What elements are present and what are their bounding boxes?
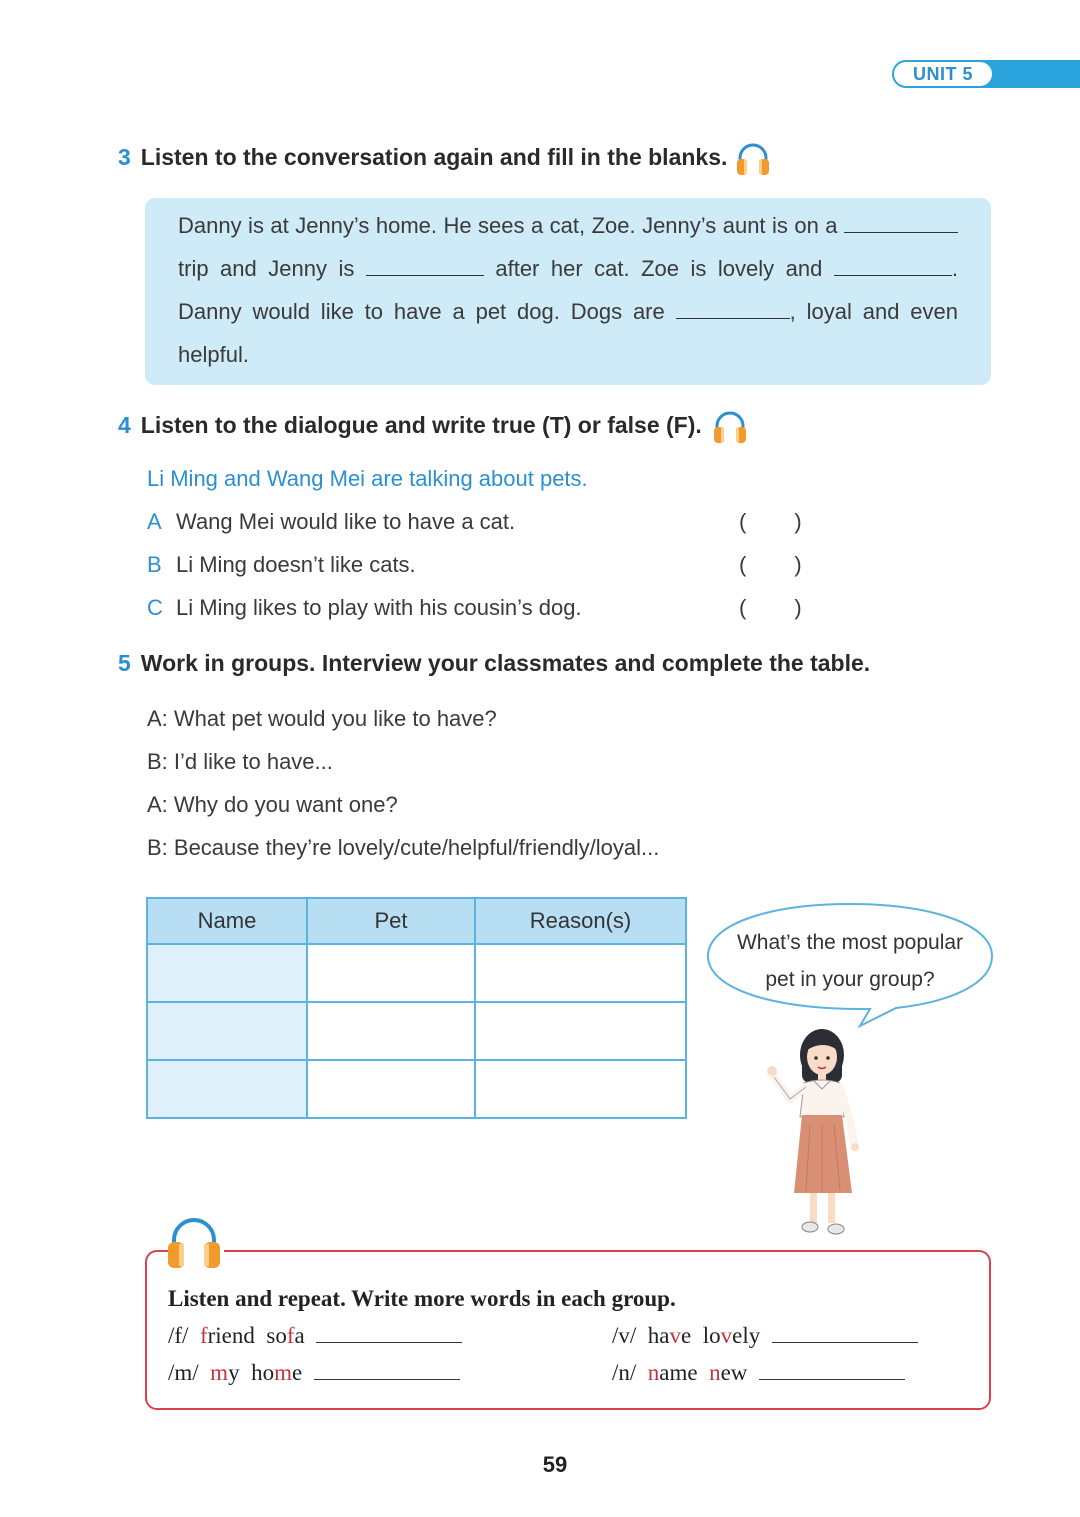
item-text: Li Ming doesn’t like cats.	[176, 552, 416, 577]
ex3-text-1: Danny is at Jenny’s home. He sees a cat, Zoe. Jenny’s aunt is on a	[178, 213, 838, 238]
item-letter: B	[147, 552, 162, 577]
interview-table	[146, 897, 687, 1119]
pet-cell[interactable]	[307, 944, 475, 1002]
reasons-cell[interactable]	[475, 1060, 686, 1118]
ex4-heading	[118, 412, 702, 439]
item-letter: C	[147, 595, 163, 620]
headphones-icon[interactable]	[166, 1216, 222, 1270]
dialogue-line: A: Why do you want one?	[147, 792, 398, 817]
ex4-item-b	[147, 552, 416, 578]
ex3-blank-3[interactable]	[834, 255, 952, 276]
ex3-passage-box	[145, 198, 991, 385]
headphones-icon[interactable]	[712, 409, 748, 445]
phonics-blank-n[interactable]	[759, 1361, 905, 1380]
ex5-instruction: Work in groups. Interview your classmates and complete the table.	[140, 650, 871, 676]
phonics-blank-v[interactable]	[772, 1324, 918, 1343]
phonics-blank-f[interactable]	[316, 1324, 462, 1343]
girl-illustration	[760, 1025, 870, 1240]
phonics-row-f: /f/ friend sofa	[168, 1323, 462, 1349]
phonics-blank-m[interactable]	[314, 1361, 460, 1380]
ex4-item-c	[147, 595, 582, 621]
name-cell[interactable]	[147, 1060, 307, 1118]
phonics-instruction: Listen and repeat. Write more words in each group.	[168, 1286, 676, 1311]
ex3-text-3b: , loyal and even	[789, 299, 958, 324]
reasons-cell[interactable]	[475, 944, 686, 1002]
unit-label: UNIT 5	[892, 60, 994, 88]
dialogue-line: B: I’d like to have...	[147, 749, 333, 774]
ex4-answer-c[interactable]: ( )	[739, 595, 802, 620]
ex4-answer-a[interactable]: ( )	[739, 509, 802, 534]
bubble-line-2: pet in your group?	[765, 968, 935, 991]
header-reasons: Reason(s)	[475, 898, 686, 944]
ex3-blank-1[interactable]	[844, 212, 958, 233]
ex3-line-1	[178, 204, 958, 247]
ex4-item-a	[147, 509, 515, 535]
ex3-text-2b: after her cat. Zoe is lovely and	[495, 256, 823, 281]
ex4-instruction: Listen to the dialogue and write true (T) or false (F).	[140, 412, 702, 438]
table-row	[147, 1060, 686, 1118]
pet-cell[interactable]	[307, 1060, 475, 1118]
name-cell[interactable]	[147, 1002, 307, 1060]
ex4-intro: Li Ming and Wang Mei are talking about pets.	[147, 466, 588, 491]
ex4-answer-b[interactable]: ( )	[739, 552, 802, 577]
dialogue-line: A: What pet would you like to have?	[147, 706, 497, 731]
ex3-text-2c: .	[951, 256, 958, 281]
table-row	[147, 944, 686, 1002]
reasons-cell[interactable]	[475, 1002, 686, 1060]
ex3-line-3	[178, 290, 958, 333]
header-pet: Pet	[307, 898, 475, 944]
phonics-row-n: /n/ name new	[612, 1360, 905, 1386]
ex3-instruction: Listen to the conversation again and fill in the blanks.	[140, 144, 728, 170]
ex4-number: 4	[118, 412, 131, 438]
header-name: Name	[147, 898, 307, 944]
dialogue-line: B: Because they’re lovely/cute/helpful/friendly/loyal...	[147, 835, 660, 860]
table-row	[147, 1002, 686, 1060]
name-cell[interactable]	[147, 944, 307, 1002]
ex3-text-3a: Danny would like to have a pet dog. Dogs are	[178, 299, 665, 324]
pet-cell[interactable]	[307, 1002, 475, 1060]
item-text: Li Ming likes to play with his cousin’s dog.	[176, 595, 582, 620]
item-letter: A	[147, 509, 162, 534]
ex5-number: 5	[118, 650, 131, 676]
page-number: 59	[542, 1452, 568, 1477]
ex3-heading	[118, 144, 727, 171]
ex3-blank-4[interactable]	[676, 298, 790, 319]
ex5-heading	[118, 650, 870, 677]
phoneme-f: /f/	[168, 1323, 189, 1348]
bubble-text	[720, 924, 980, 998]
phonics-row-m: /m/ my home	[168, 1360, 460, 1386]
phoneme-v: /v/	[612, 1323, 637, 1348]
phoneme-n: /n/	[612, 1360, 637, 1385]
bubble-line-1: What’s the most popular	[736, 931, 964, 954]
ex3-line-2	[178, 247, 958, 290]
item-text: Wang Mei would like to have a cat.	[176, 509, 516, 534]
phoneme-m: /m/	[168, 1360, 199, 1385]
ex3-text-2a: trip and Jenny is	[178, 256, 355, 281]
phonics-row-v: /v/ have lovely	[612, 1323, 918, 1349]
ex3-number: 3	[118, 144, 131, 170]
ex3-line-4: helpful.	[178, 342, 249, 367]
ex3-blank-2[interactable]	[366, 255, 484, 276]
headphones-icon[interactable]	[735, 141, 771, 177]
